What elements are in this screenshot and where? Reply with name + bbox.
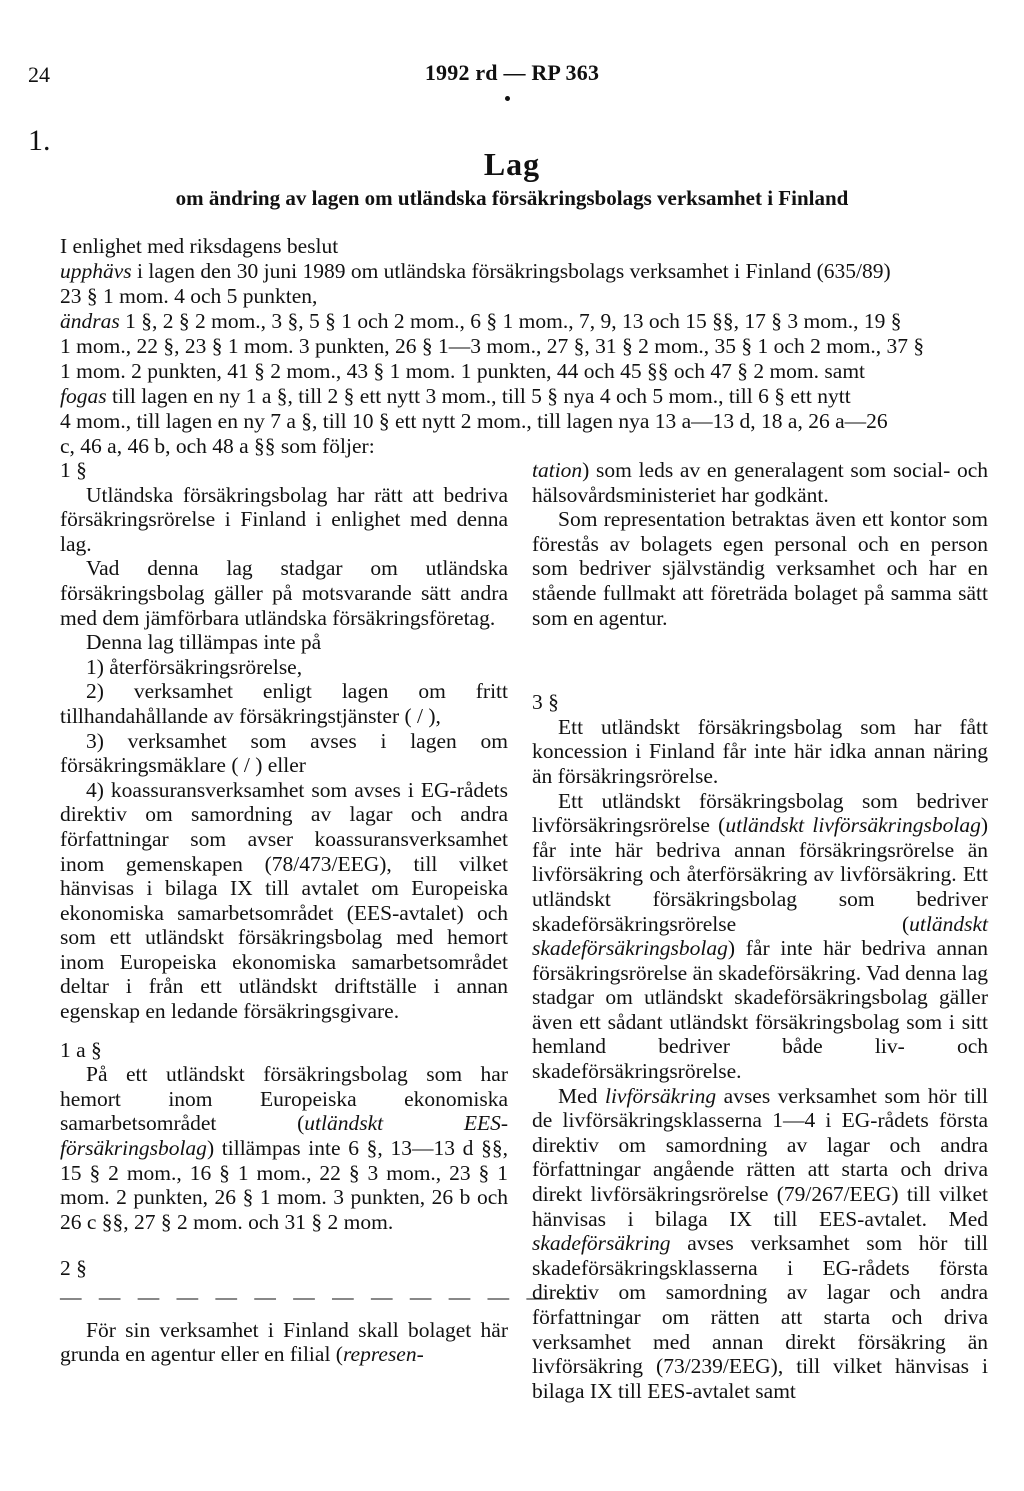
right-column [532, 458, 988, 1403]
law-subtitle: om ändring av lagen om utländska försäkringsbolags verksamhet i Finland [175, 186, 849, 210]
paragraph-text: ) som leds av en generalagent som social- och hälsovårdsministeriet har godkänt. [532, 458, 988, 507]
section-1-heading: 1 § [60, 458, 87, 482]
section-3-paragraph [532, 1084, 988, 1404]
defined-term: skadeförsäkring [532, 1231, 671, 1256]
intro-line: 1 mom. 2 punkten, 41 § 2 mom., 43 § 1 mom. 1 punkten, 44 och 45 §§ och 47 § 2 mom. samt [60, 359, 866, 383]
intro-line [60, 384, 990, 409]
section-1a-paragraph [60, 1062, 508, 1234]
paragraph-text: För sin verksamhet i Finland skall bolaget här grunda en agentur eller en filial ( [60, 1317, 508, 1367]
list-item: 1) återförsäkringsrörelse, [86, 654, 303, 679]
section-2-paragraph: Som representation betraktas även ett kontor som förestås av bolagets egen personal och en person som bedriver självständig verksamhet och har en stående fullmakt att företräda bolaget på samma sätt som en agentur. [532, 507, 988, 630]
intro-text: i lagen den 30 juni 1989 om utländska försäkringsbolags verksamhet i Finland (635/89) [131, 259, 891, 283]
page-number: 24 [28, 62, 50, 87]
list-item: 4) koassuransverksamhet som avses i EG-rådets direktiv om samordning av lagar och andra författningar som avser koassuransverksamhet inom gemenskapen (78/473/EEG), till vilket hänvisas i bilaga IX till avtalet om Europeiska ekonomiska samarbetsområdet (EES-avtalet) och som ett utländskt försäkringsbolag med hemort inom Europeiska ekonomiska samarbetsområdet deltar i från ett utländskt driftställe i annan egenskap en ledande försäkringsgivare. [60, 777, 508, 1024]
defined-term: livförsäkring [604, 1083, 717, 1108]
paragraph-text: Med [558, 1083, 605, 1108]
section-2-heading: 2 § [60, 1256, 87, 1281]
section-2-paragraph [60, 1318, 508, 1367]
intro-text: till lagen en ny 1 a §, till 2 § ett nytt 3 mom., till 5 § nya 4 och 5 mom., till 6 § ett nytt [106, 384, 851, 408]
section-1a-heading: 1 a § [60, 1037, 102, 1062]
keyword-upphavs: upphävs [60, 259, 132, 283]
intro-line [60, 309, 990, 334]
section-1-paragraph: Denna lag tillämpas inte på [86, 630, 322, 655]
enactment-clause [60, 234, 990, 459]
intro-line: 23 § 1 mom. 4 och 5 punkten, [60, 284, 318, 308]
defined-term: utländskt livförsäkringsbolag [725, 813, 981, 838]
list-item: 2) verksamhet enligt lagen om fritt tillhandahållande av försäkringstjänster ( / ), [60, 679, 508, 728]
paragraph-text: Ett utländskt försäkringsbolag som bedriver livförsäkringsrörelse ( [532, 788, 988, 838]
keyword-andras: ändras [60, 309, 120, 333]
intro-line: I enlighet med riksdagens beslut [60, 234, 339, 258]
intro-line [60, 259, 990, 284]
paragraph-text: ) tillämpas inte 6 §, 13—13 d §§, 15 § 2 mom., 16 § 1 mom., 22 § 3 mom., 23 § 1 mom. 2 punkten, 26 § 1 mom. 3 punkten, 26 b och 26 c §§, 27 § 2 mom. och 31 § 2 mom. [60, 1136, 508, 1234]
section-3-paragraph [532, 789, 988, 1084]
defined-term: utländskt EES-försäkringsbolag [60, 1111, 508, 1161]
section-1-paragraph: Utländska försäkringsbolag har rätt att bedriva försäkringsrörelse i Finland i enlighet med denna lag. [60, 482, 508, 556]
section-2-continuation [532, 458, 988, 507]
section-3-heading: 3 § [532, 690, 559, 715]
defined-term: represen- [342, 1342, 424, 1367]
law-title: Lag [483, 146, 541, 182]
list-item: 3) verksamhet som avses i lagen om försäkringsmäklare ( / ) eller [60, 728, 508, 778]
defined-term: utländskt skadeförsäkringsbolag [532, 911, 988, 961]
intro-line: 4 mom., till lagen en ny 7 a §, till 10 § ett nytt 2 mom., till lagen nya 13 a—13 d, 18 a, 26 a—26 [60, 409, 888, 433]
paragraph-text: På ett utländskt försäkringsbolag som har hemort inom Europeiska ekonomiska samarbetsområdet ( [60, 1062, 508, 1136]
paragraph-text: ) får inte här bedriva annan försäkringsrörelse än livförsäkring och återförsäkring av livförsäkring. Ett utländskt försäkringsbolag som bedriver skadeförsäkringsrörelse ( [532, 813, 988, 936]
defined-term: tation [532, 458, 583, 482]
document-number: 1. [28, 124, 51, 157]
section-3-paragraph: Ett utländskt försäkringsbolag som har fått koncession i Finland får inte här idka annan näring än försäkringsrörelse. [532, 714, 988, 788]
running-head: 1992 rd — RP 363 [424, 60, 600, 85]
intro-line: c, 46 a, 46 b, och 48 a §§ som följer: [60, 434, 375, 458]
keyword-fogas: fogas [60, 384, 107, 408]
paragraph-text: avses verksamhet som hör till de livförsäkringsklasserna 1—4 i EG-rådets första direktiv om samordning av lagar och andra författningar angående rätten att starta och driva direkt livförsäkringsrörelse (79/267/EEG) till vilket hänvisas i bilaga IX till EES-avtalet. Med [532, 1083, 988, 1231]
omission-dashes: — — — — — — — — — — — — — — [60, 1285, 593, 1309]
intro-text: 1 §, 2 § 2 mom., 3 §, 5 § 1 och 2 mom., 6 § 1 mom., 7, 9, 13 och 15 §§, 17 § 3 mom., 19 § [119, 309, 902, 333]
section-1-paragraph: Vad denna lag stadgar om utländska försäkringsbolag gäller på motsvarande sätt andra med dem jämförbara utländska försäkringsföretag. [60, 556, 508, 630]
paragraph-text: ) får inte här bedriva annan försäkringsrörelse än skadeförsäkring. Vad denna lag stadgar om utländskt skadeförsäkringsbolag gäller även ett sådant utländskt försäkringsbolag som i sitt hemland bedriver både liv- och skadeförsäkringsrörelse. [532, 936, 988, 1084]
paragraph-text: avses verksamhet som hör till skadeförsäkringsklasserna i EG-rådets första direktiv om samordning av lagar och andra författningar om rätten att starta och driva verksamhet med annan direkt försäkring än livförsäkring (73/239/EEG), till vilket hänvisas i bilaga IX till EES-avtalet samt [532, 1231, 988, 1403]
print-mark [505, 96, 510, 101]
intro-line: 1 mom., 22 §, 23 § 1 mom. 3 punkten, 26 § 1—3 mom., 27 §, 31 § 2 mom., 35 § 1 och 2 mom., 37 § [60, 334, 925, 358]
